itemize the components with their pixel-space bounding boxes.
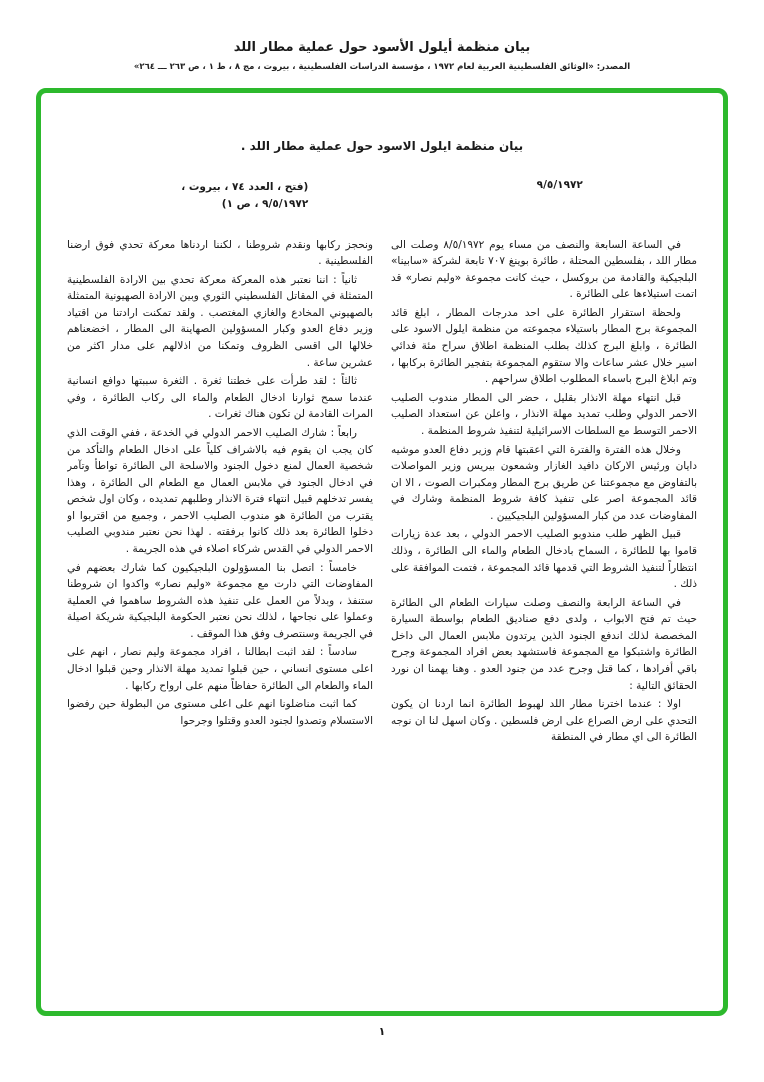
paragraph: قبيل الظهر طلب مندوبو الصليب الاحمر الدولي ، بعد عدة زيارات قاموا بها للطائرة ، السماح بادخال الطعام والماء الى الطائرة ، وذلك انتظاراً لتنفيذ الشروط التي قدمها قائد المجموعة ، فتمت الموافقة على ذلك . [391, 528, 697, 591]
paragraph: ثالثاً : لقد طرأت على خطتنا ثغرة . الثغرة سببتها دوافع انسانية عندما سمح ثوارنا ادخال الطعام والماء الى ركاب الطائرة ، وفي المرات القادمة لن تكون هناك ثغرات . [67, 375, 373, 421]
left-column [67, 237, 373, 993]
paragraph: في الساعة الرابعة والنصف وصلت سيارات الطعام الى الطائرة حيث تم فتح الابواب ، ولدى دفع صناديق الطعام بواسطة السيارة المخصصة لذلك اندفع الجنود الذين يرتدون ملابس العمال الى داخل الطائرة واشتبكوا مع المجموعة فاستشهد بعض افراد المجموعة وجرح باقي أفرادها ، كما قتل وجرح عدد من جنود العدو . وهنا يهمنا ان نورد الحقائق التالية : [391, 596, 697, 692]
citation-line-2: ٩/٥/١٩٧٢ ، ص ١) [221, 197, 309, 210]
date-citation-row [67, 179, 697, 213]
paragraph: كما اثبت مناضلونا انهم على اعلى مستوى من البطولة حين رفضوا الاستسلام وتصدوا لجنود العدو وقتلوا وجرحوا [67, 698, 373, 727]
scanned-document-frame [36, 88, 728, 1016]
paragraph: ونحجز ركابها ونقدم شروطنا ، لكننا اردناها معركة تحدي فوق ارضنا الفلسطينية . [67, 238, 373, 268]
paragraph: اولا : عندما اخترنا مطار اللد لهبوط الطائرة انما اردنا ان يكون التحدي على ارض الصراع على ارض فلسطين . وكان اسهل لنا ان نوجه الطائرة الى اي مطار في المنطقة [391, 698, 697, 744]
page-header-title: بيان منظمة أيلول الأسود حول عملية مطار اللد [233, 40, 531, 55]
paragraph: ولحظة استقرار الطائرة على احد مدرجات المطار ، ابلغ قائد المجموعة برج المطار باستيلاء مجموعته من منظمة ايلول الاسود على الطائرة ، وابلغ البرج كذلك بطلب المنظمة اطلاق سراح مئة فدائي اسير خلال عشر ساعات والا ستقوم المجموعة بتفجير الطائرة بركابها ، وتم ابلاغ البرج باسماء المطلوب اطلاق سراحهم . [391, 306, 697, 386]
two-column-text [67, 237, 697, 993]
paragraph: رابعاً : شارك الصليب الاحمر الدولي في الخدعة ، ففي الوقت الذي كان يجب ان يقوم فيه بالاشراف كلياً على ادخال الطعام والتأكد من شخصية العمال لمنع دخول الجنود والاسلحة الى الطائرة تواطأ وتآمر في ادخال الجنود في ملابس العمال مع الطعام الى الطائرة ، وهذا يفسر تدخلهم قبيل انتهاء فترة الانذار وطلبهم تمديده ، وكان اول شخص يقترب من الطائرة هو مندوب الصليب الاحمر ، وجميع من اقتربوا او دخلوا الطائرة بعد ذلك كانوا برفقته . لهذا نحن نعتبر مندوبي الصليب الاحمر الدولي في القدس شركاء اصلاء في هذه الجريمة . [67, 426, 373, 555]
source-citation-line: المصدر: «الوثائق الفلسطينية العربية لعام ١٩٧٢ ، مؤسسة الدراسات الفلسطينية ، بيروت ، مج ٨ ، ط ١ ، ص ٢٦٣ ـــ ٢٦٤» [133, 62, 631, 72]
paragraph: سادساً : لقد اثبت ابطالنا ، افراد مجموعة وليم نصار ، انهم على اعلى مستوى انساني ، حين قبلوا تمديد مهلة الانذار وحين قبلوا ادخال الماء والطعام الى الطائرة حفاظاً منهم على ارواح ركابها . [67, 646, 373, 692]
paragraph: قبل انتهاء مهلة الانذار بقليل ، حضر الى المطار مندوب الصليب الاحمر الدولي وطلب تمديد مهلة الانذار ، واعلن عن استعداد الصليب الاحمر التوسط مع السلطات الاسرائيلية لتنفيذ شروط المنظمة . [391, 391, 697, 437]
paragraph: خامساً : اتصل بنا المسؤولون البلجيكيون كما شارك بعضهم في المفاوضات التي دارت مع مجموعة «وليم نصار» واكدوا ان شروطنا ستنفذ ، وبدلاً من العمل على تنفيذ هذه الشروط ساهموا في العملية وعملوا على نجاحها ، لذلك نحن نعتبر الحكومة البلجيكية شريكة اصيلة في الجريمة وسنتصرف وفق هذا الموقف . [67, 561, 373, 640]
right-column [391, 237, 697, 993]
publication-citation [181, 179, 308, 213]
page-number: ١ [378, 1025, 386, 1038]
document-title: بيان منظمة ايلول الاسود حول عملية مطار اللد . [240, 139, 524, 153]
paragraph: في الساعة السابعة والنصف من مساء يوم ٨/٥/١٩٧٢ وصلت الى مطار اللد ، بفلسطين المحتلة ، طائرة بوينغ ٧٠٧ تابعة لشركة «سابينا» البلجيكية والقادمة من بروكسل ، حيث كانت مجموعة «وليم نصار» قد اتمت استيلاءها على الطائرة . [391, 238, 697, 301]
citation-line-1: (فتح ، العدد ٧٤ ، بيروت ، [181, 181, 309, 193]
document-date: ٩/٥/١٩٧٢ [536, 179, 583, 191]
paragraph: ثانياً : اننا نعتبر هذه المعركة معركة تحدي بين الارادة الفلسطينية المتمثلة في المقاتل الفلسطيني الثوري وبين الارادة الصهيونية المتمثلة بالصهيوني المخادع والغازي المغتصب . ولقد تمكنت ارادتنا من اقتياد وزير دفاع العدو وكبار المسؤولين الصهاينة الى المطار ، اخضعناهم خلالها الى اقسى الظروف وتمكنا من اذلالهم على مدار اكثر من عشرين ساعة . [67, 273, 373, 369]
paragraph: وخلال هذه الفترة والفترة التي اعقبتها قام وزير دفاع العدو موشيه دايان ورئيس الاركان دافيد الغازار وشمعون بيريس وزير المواصلات بالتفاوض مع مجموعتنا عن طريق برج المطار ومكبرات الصوت ، الا ان قائد المجموعة اصر على تنفيذ كافة شروط المنظمة وشارك في المفاوضات عدد من كبار المسؤولين البلجيكيين . [391, 443, 697, 522]
